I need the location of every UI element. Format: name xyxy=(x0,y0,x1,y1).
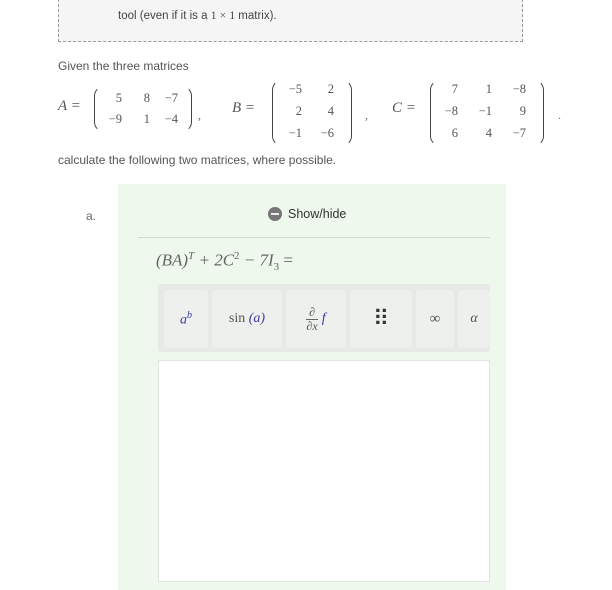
math-toolbar xyxy=(158,284,490,352)
given-text: Given the three matrices xyxy=(58,59,189,73)
matrix-c-cell: 9 xyxy=(519,104,526,118)
sin-label: sin xyxy=(228,311,246,326)
calculate-instruction: calculate the following two matrices, where possible. xyxy=(58,153,337,167)
matrix-b-separator: , xyxy=(365,108,368,122)
divider xyxy=(138,237,490,238)
partial-derivative-button[interactable] xyxy=(286,290,346,348)
matrix-c-right-paren xyxy=(534,80,544,146)
greek-button[interactable] xyxy=(458,290,490,348)
matrix-b xyxy=(232,80,392,150)
note-text-prefix: tool (even if it is a xyxy=(118,10,208,22)
expr-sub-3: 3 xyxy=(273,261,280,274)
matrix-a-cell: −4 xyxy=(164,112,178,126)
part-label: a. xyxy=(86,209,97,223)
matrix-button[interactable] xyxy=(350,290,412,348)
sin-argument: (a) xyxy=(248,311,266,326)
matrix-c xyxy=(392,80,572,150)
matrix-a-cell: 8 xyxy=(143,91,150,105)
matrix-a-right-paren xyxy=(182,86,192,132)
partial-top: ∂ xyxy=(309,304,316,319)
expr-2c: + 2C xyxy=(194,250,235,270)
matrix-a-cell: −7 xyxy=(164,91,178,105)
power-button[interactable] xyxy=(164,290,208,348)
show-hide-toggle[interactable] xyxy=(268,207,346,221)
expr-square: 2 xyxy=(234,250,240,262)
matrix-c-separator: . xyxy=(558,108,561,122)
show-hide-label: Show/hide xyxy=(288,207,347,221)
matrix-b-cell: −1 xyxy=(288,126,302,140)
question-expression xyxy=(156,250,293,273)
matrix-a-separator: , xyxy=(198,108,201,122)
matrix-c-name: C = xyxy=(392,100,416,116)
note-times: × xyxy=(219,10,227,22)
matrix-b-cell: 2 xyxy=(295,104,302,118)
matrix-a-cell: −9 xyxy=(108,112,122,126)
alpha-icon: α xyxy=(470,311,478,326)
infinity-button[interactable] xyxy=(416,290,454,348)
expr-ba: (BA) xyxy=(156,250,189,270)
answer-input-area[interactable] xyxy=(158,360,490,582)
matrix-c-cell: 4 xyxy=(485,126,492,140)
matrix-a-cell: 1 xyxy=(143,112,150,126)
matrix-a xyxy=(58,84,218,140)
matrix-c-cell: 6 xyxy=(451,126,458,140)
sin-button[interactable] xyxy=(212,290,282,348)
partial-bottom: ∂x xyxy=(306,318,318,333)
power-base: a xyxy=(180,312,187,328)
infinity-icon: ∞ xyxy=(429,310,441,327)
matrix-a-name: A = xyxy=(58,98,81,114)
matrix-b-name: B = xyxy=(232,100,256,116)
expr-7i: − 7I xyxy=(239,250,274,270)
note-dim-b: 1 xyxy=(229,10,236,22)
matrix-a-cell: 5 xyxy=(115,91,122,105)
matrix-b-cell: 4 xyxy=(327,104,334,118)
partial-f: f xyxy=(321,311,326,326)
matrix-c-cell: −7 xyxy=(512,126,526,140)
matrix-b-cell: −5 xyxy=(288,82,302,96)
matrix-c-cell: −8 xyxy=(512,82,526,96)
instruction-note-text xyxy=(118,10,277,22)
note-text-suffix: matrix). xyxy=(238,10,277,22)
matrix-b-right-paren xyxy=(342,80,352,146)
matrix-b-cell: −6 xyxy=(320,126,334,140)
answer-panel xyxy=(118,184,506,590)
note-dim-a: 1 xyxy=(210,10,217,22)
matrix-c-cell: −1 xyxy=(478,104,492,118)
matrix-c-cell: 1 xyxy=(485,82,492,96)
matrix-c-cell: −8 xyxy=(444,104,458,118)
matrix-c-cell: 7 xyxy=(451,82,458,96)
matrix-icon: ⠿ xyxy=(372,306,390,331)
collapse-icon xyxy=(268,207,282,221)
power-exponent: b xyxy=(187,309,192,321)
matrix-b-cell: 2 xyxy=(327,82,334,96)
expr-transpose: T xyxy=(188,250,195,262)
expr-equals: = xyxy=(279,250,294,270)
